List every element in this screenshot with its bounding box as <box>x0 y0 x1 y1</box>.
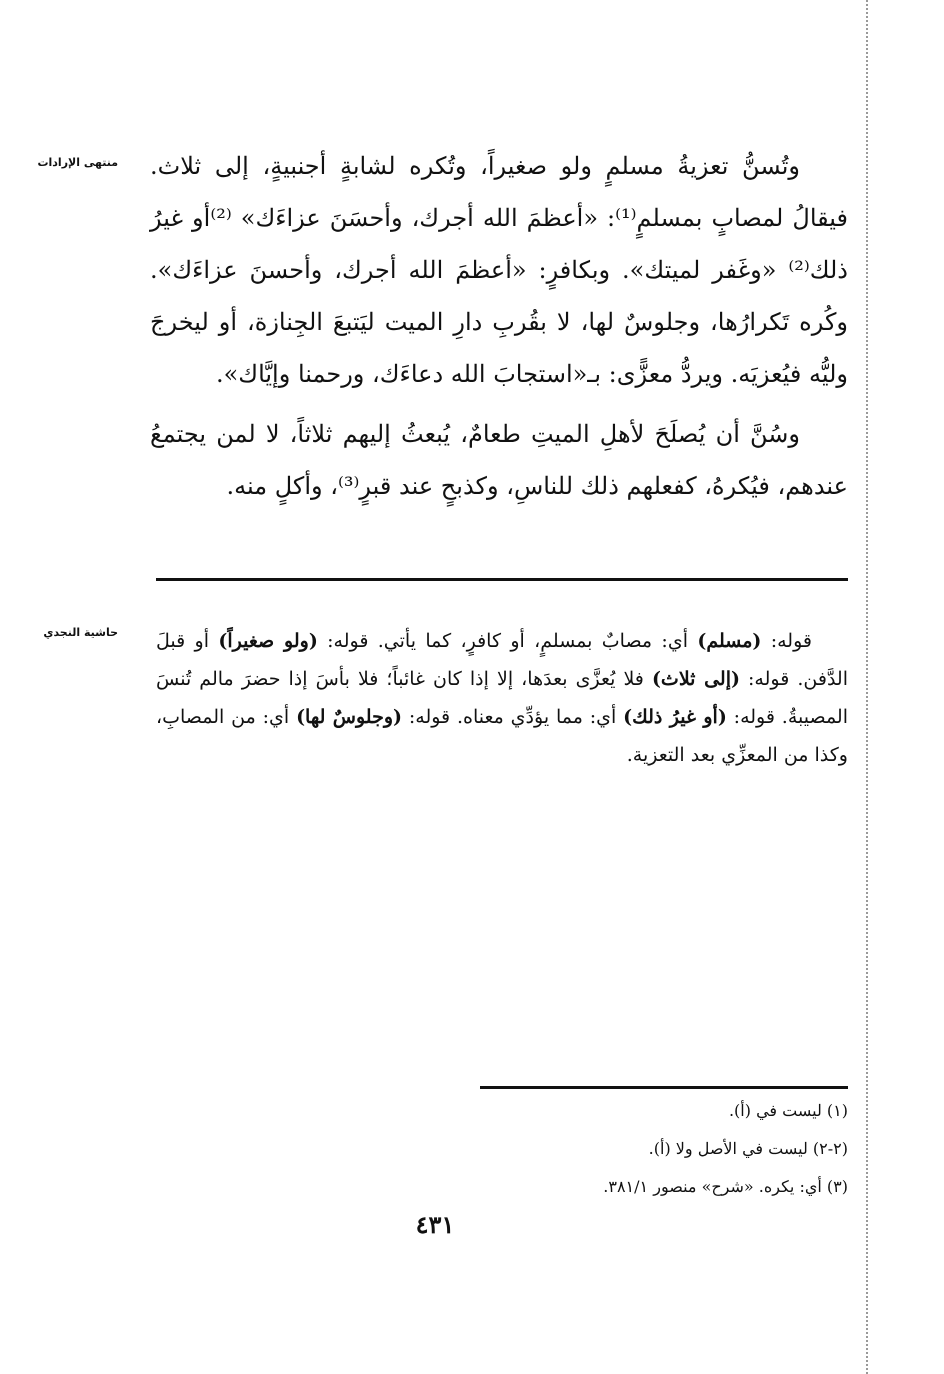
main-paragraph-2: وسُنَّ أن يُصلَحَ لأهلِ الميتِ طعامٌ، يُبعثُ إليهم ثلاثاً، لا لمن يجتمعُ عندهم، فيُكرهُ، كفعلهم ذلك للناسِ، وكذبحٍ عند قبرٍ⁽³⁾، وأكلٍ منه. <box>150 420 848 500</box>
footnote-separator <box>480 1086 848 1089</box>
commentary-paragraph: قوله: (مسلم) أي: مصابٌ بمسلمٍ، أو كافرٍ، كما يأتي. قوله: (ولو صغيراً) أو قبلَ الدَّفن. قوله: (إلى ثلاث) فلا يُعزَّى بعدَها، إلا إذا كان غائباً؛ فلا بأسَ إذا حضرَ مالم تُنسَ المصيبةُ. قوله: (أو غيرُ ذلك) أي: مما يؤدِّي معناه. قوله: (وجلوسٌ لها) أي: من المصابِ، وكذا من المعزِّي بعد التعزية. <box>156 630 849 766</box>
commentary-term-4: (أو غيرُ ذلك) <box>623 706 727 728</box>
margin-dotted-line <box>866 0 868 1374</box>
footnote-1: (١) ليست في (أ). <box>728 1101 848 1120</box>
main-text <box>150 140 848 512</box>
footnote-3: (٣) أي: يكره. «شرح» منصور ٣٨١/١. <box>603 1177 848 1196</box>
commentary-term-2: (ولو صغيراً) <box>218 630 318 652</box>
commentary-term-3: (إلى ثلاث) <box>651 668 740 690</box>
side-label-main: منتهى الإرادات <box>37 156 118 169</box>
side-label-commentary: حاشية النجدي <box>43 626 118 639</box>
section-separator <box>156 578 848 581</box>
footnote-2: (٢-٢) ليست في الأصل ولا (أ). <box>648 1139 848 1158</box>
commentary-term-5: (وجلوسٌ لها) <box>296 706 403 728</box>
commentary-term-1: (مسلم) <box>697 630 762 652</box>
footnotes <box>300 1092 848 1206</box>
main-paragraph-1: وتُسنُّ تعزيةُ مسلمٍ ولو صغيراً، وتُكره لشابةٍ أجنبيةٍ، إلى ثلاث. فيقالُ لمصابٍ بمسلمٍ⁽¹⁾: «أعظمَ الله أجرك، وأحسَنَ عزاءَك» ⁽²⁾أو غيرُ ذلك⁽²⁾ «وغَفر لميتك». وبكافرٍ: «أعظمَ الله أجرك، وأحسنَ عزاءَك». وكُره تَكرارُها، وجلوسٌ لها، لا بقُربِ دارِ الميت ليَتبعَ الجِنازة، أو ليخرجَ وليُّه فيُعزيَه. ويردُّ معزًّى: بـ«استجابَ الله دعاءَك، ورحمنا وإيَّاك». <box>150 152 848 388</box>
page-number: ٤٣١ <box>415 1210 455 1239</box>
commentary-text <box>156 622 848 774</box>
